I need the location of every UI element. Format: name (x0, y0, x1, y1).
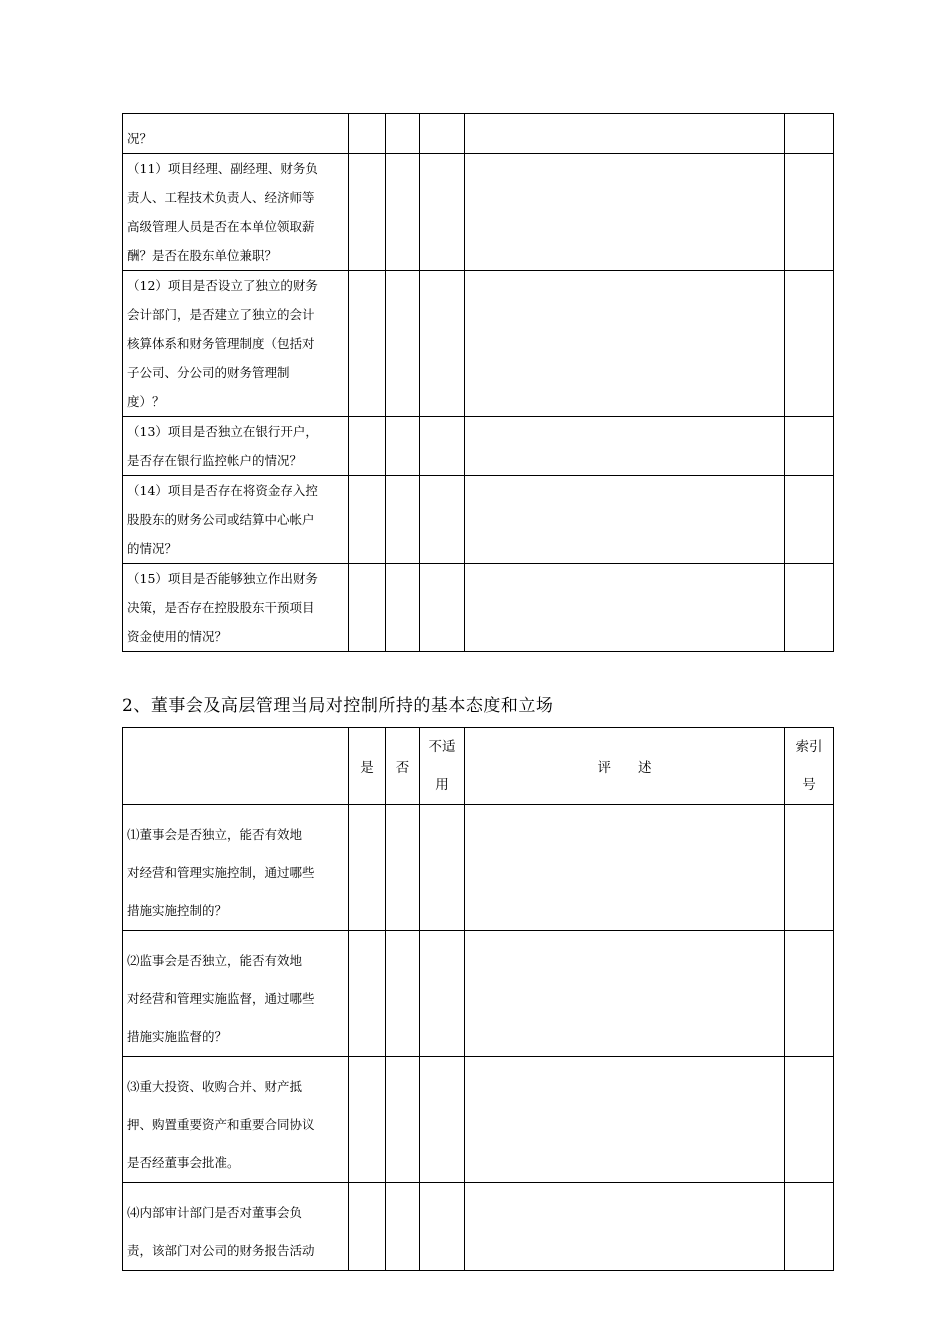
table-row (123, 271, 834, 417)
question-cell: ⑶重大投资、收购合并、财产抵 押、购置重要资产和重要合同协议 是否经董事会批准。 (123, 1057, 349, 1183)
index-cell[interactable] (785, 931, 834, 1057)
comment-cell[interactable] (465, 564, 785, 652)
no-cell[interactable] (386, 476, 420, 564)
comment-cell[interactable] (465, 114, 785, 154)
index-cell[interactable] (785, 476, 834, 564)
index-header: 索引 号 (785, 728, 834, 805)
question-cell: （11）项目经理、副经理、财务负 责人、工程技术负责人、经济师等 高级管理人员是否在本单位领取薪 酬？是否在股东单位兼职？ (123, 154, 349, 271)
no-cell[interactable] (386, 1183, 420, 1271)
no-cell[interactable] (386, 931, 420, 1057)
comment-cell[interactable] (465, 1057, 785, 1183)
index-cell[interactable] (785, 564, 834, 652)
yes-cell[interactable] (349, 154, 386, 271)
question-cell: ⑷内部审计部门是否对董事会负 责，该部门对公司的财务报告活动 (123, 1183, 349, 1271)
table-row (123, 1183, 834, 1271)
yes-cell[interactable] (349, 417, 386, 476)
index-cell[interactable] (785, 114, 834, 154)
table-row (123, 114, 834, 154)
table-row (123, 476, 834, 564)
na-cell[interactable] (420, 564, 465, 652)
na-cell[interactable] (420, 1057, 465, 1183)
yes-cell[interactable] (349, 805, 386, 931)
yes-cell[interactable] (349, 931, 386, 1057)
question-cell: ⑴董事会是否独立，能否有效地 对经营和管理实施控制，通过哪些 措施实施控制的？ (123, 805, 349, 931)
no-cell[interactable] (386, 805, 420, 931)
question-header (123, 728, 349, 805)
table-row (123, 417, 834, 476)
table-row (123, 805, 834, 931)
na-cell[interactable] (420, 271, 465, 417)
comment-cell[interactable] (465, 271, 785, 417)
na-header: 不适 用 (420, 728, 465, 805)
na-cell[interactable] (420, 114, 465, 154)
yes-cell[interactable] (349, 271, 386, 417)
question-cell: 况？ (123, 114, 349, 154)
checklist-table-2 (122, 727, 834, 1271)
comment-cell[interactable] (465, 154, 785, 271)
na-cell[interactable] (420, 931, 465, 1057)
yes-header: 是 (349, 728, 386, 805)
comment-cell[interactable] (465, 931, 785, 1057)
comment-cell[interactable] (465, 476, 785, 564)
table-row (123, 564, 834, 652)
yes-cell[interactable] (349, 114, 386, 154)
comment-cell[interactable] (465, 1183, 785, 1271)
question-cell: ⑵监事会是否独立，能否有效地 对经营和管理实施监督，通过哪些 措施实施监督的？ (123, 931, 349, 1057)
question-cell: （15）项目是否能够独立作出财务 决策，是否存在控股股东干预项目 资金使用的情况？ (123, 564, 349, 652)
index-cell[interactable] (785, 271, 834, 417)
no-cell[interactable] (386, 271, 420, 417)
table-header-row (123, 728, 834, 805)
index-cell[interactable] (785, 805, 834, 931)
no-cell[interactable] (386, 417, 420, 476)
index-cell[interactable] (785, 1057, 834, 1183)
yes-cell[interactable] (349, 564, 386, 652)
comment-header: 评 述 (465, 728, 785, 805)
na-cell[interactable] (420, 417, 465, 476)
na-cell[interactable] (420, 805, 465, 931)
index-cell[interactable] (785, 417, 834, 476)
table-row (123, 1057, 834, 1183)
question-cell: （12）项目是否设立了独立的财务 会计部门，是否建立了独立的会计 核算体系和财务管理制度（包括对 子公司、分公司的财务管理制 度）？ (123, 271, 349, 417)
comment-cell[interactable] (465, 417, 785, 476)
yes-cell[interactable] (349, 1057, 386, 1183)
index-cell[interactable] (785, 154, 834, 271)
table-row (123, 154, 834, 271)
na-cell[interactable] (420, 1183, 465, 1271)
table-row (123, 931, 834, 1057)
na-cell[interactable] (420, 476, 465, 564)
question-cell: （13）项目是否独立在银行开户， 是否存在银行监控帐户的情况？ (123, 417, 349, 476)
no-cell[interactable] (386, 154, 420, 271)
yes-cell[interactable] (349, 1183, 386, 1271)
no-header: 否 (386, 728, 420, 805)
na-cell[interactable] (420, 154, 465, 271)
no-cell[interactable] (386, 1057, 420, 1183)
section-title: 2、董事会及高层管理当局对控制所持的基本态度和立场 (122, 696, 554, 716)
yes-cell[interactable] (349, 476, 386, 564)
index-cell[interactable] (785, 1183, 834, 1271)
question-cell: （14）项目是否存在将资金存入控 股股东的财务公司或结算中心帐户 的情况？ (123, 476, 349, 564)
no-cell[interactable] (386, 114, 420, 154)
no-cell[interactable] (386, 564, 420, 652)
comment-cell[interactable] (465, 805, 785, 931)
checklist-table-1 (122, 113, 834, 652)
